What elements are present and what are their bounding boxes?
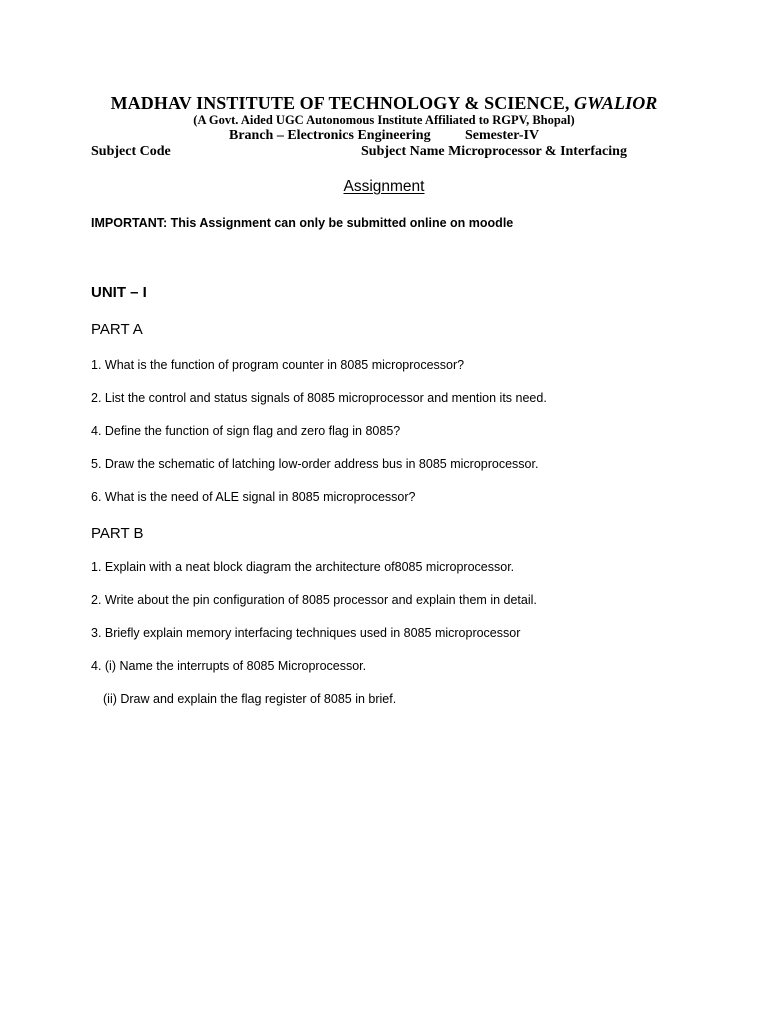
part-a-heading: PART A <box>91 321 143 338</box>
part-b-question: 1. Explain with a neat block diagram the architecture of8085 microprocessor. <box>91 560 515 574</box>
institute-city: GWALIOR <box>574 93 658 113</box>
part-a-question: 5. Draw the schematic of latching low-order address bus in 8085 microprocessor. <box>91 457 539 471</box>
part-b-heading: PART B <box>91 525 144 542</box>
part-b-question: 4. (i) Name the interrupts of 8085 Microprocessor. <box>91 659 367 673</box>
part-a-question: 1. What is the function of program counter in 8085 microprocessor? <box>91 358 465 372</box>
part-b-question: 2. Write about the pin configuration of 8085 processor and explain them in detail. <box>91 593 537 607</box>
part-b-subquestion: (ii) Draw and explain the flag register of 8085 in brief. <box>103 692 397 706</box>
assignment-heading: Assignment <box>343 178 425 195</box>
institute-title <box>0 93 768 114</box>
institute-name: MADHAV INSTITUTE OF TECHNOLOGY & SCIENCE, <box>110 93 570 113</box>
affiliation-line: (A Govt. Aided UGC Autonomous Institute Affiliated to RGPV, Bhopal) <box>193 113 575 127</box>
unit-heading: UNIT – I <box>91 284 147 301</box>
branch-label: Branch – Electronics Engineering <box>229 128 431 143</box>
important-notice: IMPORTANT: This Assignment can only be submitted online on moodle <box>91 216 514 230</box>
subject-name-label: Subject Name Microprocessor & Interfacing <box>361 144 627 159</box>
part-b-question: 3. Briefly explain memory interfacing techniques used in 8085 microprocessor <box>91 626 521 640</box>
part-a-question: 6. What is the need of ALE signal in 8085 microprocessor? <box>91 490 416 504</box>
semester-label: Semester-IV <box>465 128 540 143</box>
part-a-question: 4. Define the function of sign flag and zero flag in 8085? <box>91 424 401 438</box>
part-a-question: 2. List the control and status signals of 8085 microprocessor and mention its need. <box>91 391 547 405</box>
subject-code-label: Subject Code <box>91 144 171 159</box>
